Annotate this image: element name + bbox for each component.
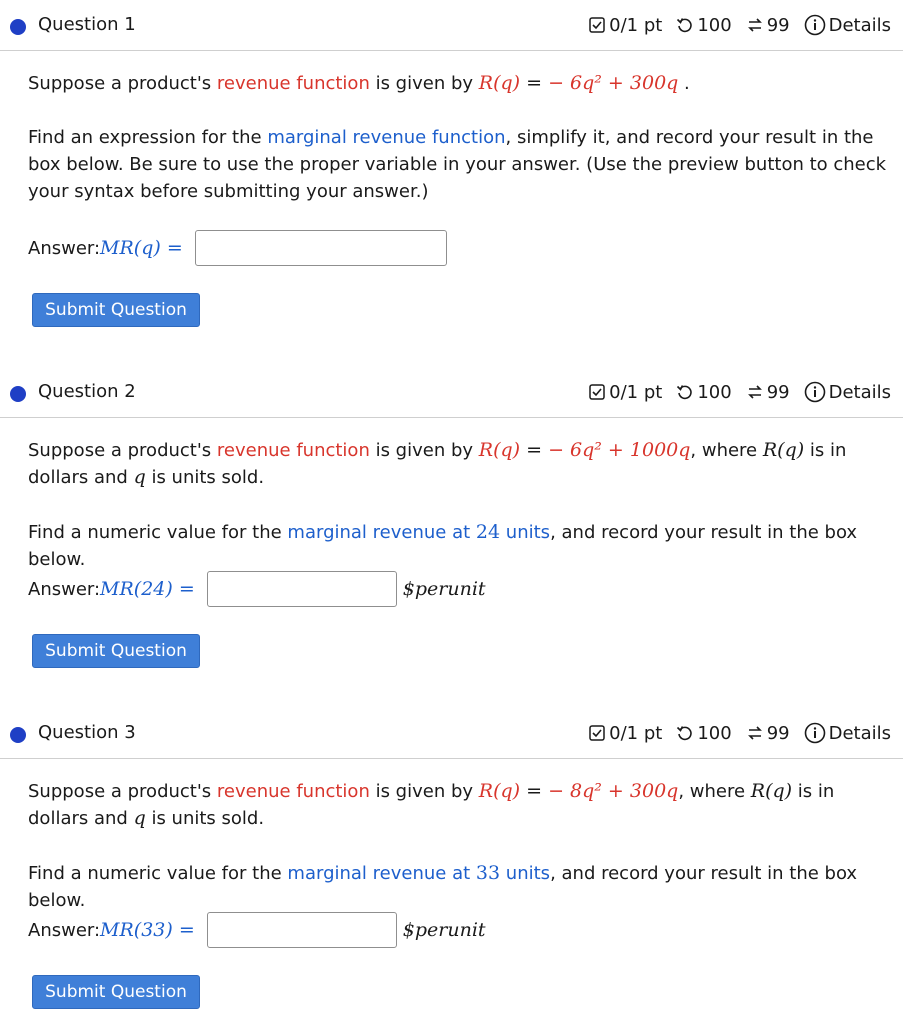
retry-icon: [676, 16, 694, 34]
details-link[interactable]: [804, 381, 891, 403]
attempts: [746, 723, 790, 744]
info-icon: [804, 381, 826, 403]
attempts-text: 99: [766, 381, 790, 403]
intro-text: Suppose a product's: [28, 440, 217, 461]
answer-variable: MR(33): [100, 919, 173, 941]
question-meta: [588, 14, 891, 36]
question-title: Question 1: [38, 14, 136, 35]
revenue-function-text: revenue function: [216, 781, 370, 802]
q-variable: q: [133, 807, 146, 829]
instructions: [28, 519, 888, 573]
given-by-text: is given by: [369, 781, 479, 802]
retry-icon: [676, 383, 694, 401]
problem-statement: [28, 778, 888, 832]
answer-variable: MR(q): [100, 237, 161, 259]
score: [588, 382, 662, 403]
problem-statement: [28, 70, 888, 97]
units-word: units: [500, 863, 551, 884]
score: [588, 15, 662, 36]
question-status-dot: [10, 386, 26, 402]
answer-input[interactable]: [195, 230, 447, 266]
retries-text: 100: [697, 722, 732, 744]
info-icon: [804, 14, 826, 36]
unit-label: $perunit: [402, 578, 486, 600]
marginal-revenue-link: [287, 522, 550, 543]
find-prefix-text: Find a numeric value for the: [28, 522, 288, 543]
retries: [676, 15, 731, 36]
marginal-text: marginal revenue at: [287, 522, 476, 543]
q-variable: q: [133, 466, 146, 488]
submit-button[interactable]: Submit Question: [32, 975, 200, 1009]
function-lhs: R(q): [478, 72, 521, 94]
swap-arrows-icon: [746, 383, 764, 401]
question-title: Question 2: [38, 381, 136, 402]
r-of-q: R(q): [762, 439, 805, 461]
details-text: Details: [828, 722, 891, 744]
question-meta: [588, 381, 891, 403]
swap-arrows-icon: [746, 724, 764, 742]
question-meta: [588, 722, 891, 744]
units-word: units: [500, 522, 551, 543]
question-header: [0, 708, 903, 759]
info-icon: [804, 722, 826, 744]
checkbox-icon: [588, 383, 606, 401]
question-status-dot: [10, 19, 26, 35]
marginal-text: marginal revenue at: [287, 863, 476, 884]
answer-equals: =: [172, 919, 195, 941]
answer-row: [28, 912, 486, 948]
equals-sign: =: [520, 439, 549, 461]
retries-text: 100: [697, 381, 732, 403]
function-rhs: − 8q² + 300q: [548, 780, 679, 802]
function-lhs: R(q): [478, 439, 521, 461]
submit-button[interactable]: Submit Question: [32, 634, 200, 668]
attempts: [746, 382, 790, 403]
record-suffix-text: , and record your result in the box below.: [28, 863, 858, 911]
answer-label: Answer:: [28, 919, 101, 941]
period: .: [678, 73, 690, 94]
unit-label: $perunit: [402, 919, 486, 941]
retries-text: 100: [697, 14, 732, 36]
find-prefix-text: Find an expression for the: [28, 127, 268, 148]
is-in-text: is in dollars and: [28, 781, 835, 829]
score: [588, 723, 662, 744]
marginal-revenue-link: [287, 863, 550, 884]
equals-sign: =: [520, 72, 549, 94]
details-text: Details: [828, 381, 891, 403]
units-sold-text: is units sold.: [145, 467, 265, 488]
retries: [676, 723, 731, 744]
answer-equals: =: [172, 578, 195, 600]
answer-row: [28, 230, 447, 266]
attempts-text: 99: [766, 722, 790, 744]
given-by-text: is given by: [369, 73, 479, 94]
answer-label: Answer:: [28, 578, 101, 600]
submit-button[interactable]: Submit Question: [32, 293, 200, 327]
intro-text: Suppose a product's: [28, 73, 217, 94]
question-header: [0, 367, 903, 418]
question-status-dot: [10, 727, 26, 743]
revenue-function-text: revenue function: [216, 440, 370, 461]
details-link[interactable]: [804, 14, 891, 36]
details-link[interactable]: [804, 722, 891, 744]
record-suffix-text: , and record your result in the box below.: [28, 522, 858, 570]
answer-equals: =: [160, 237, 183, 259]
answer-row: [28, 571, 486, 607]
instructions: [28, 860, 888, 914]
score-text: 0/1 pt: [609, 14, 663, 36]
retries: [676, 382, 731, 403]
answer-variable: MR(24): [100, 578, 173, 600]
r-of-q: R(q): [750, 780, 793, 802]
details-text: Details: [828, 14, 891, 36]
answer-input[interactable]: [207, 571, 397, 607]
checkbox-icon: [588, 16, 606, 34]
where-text: , where: [690, 440, 763, 461]
attempts-text: 99: [766, 14, 790, 36]
units-sold-text: is units sold.: [145, 808, 265, 829]
find-suffix-text: , simplify it, and record your result in the box below. Be sure to use the proper variable in your answer. (Use the preview button to check your syntax before submitting your answer.): [28, 127, 887, 202]
checkbox-icon: [588, 724, 606, 742]
function-rhs: − 6q² + 300q: [548, 72, 679, 94]
retry-icon: [676, 724, 694, 742]
is-in-text: is in dollars and: [28, 440, 847, 488]
function-lhs: R(q): [478, 780, 521, 802]
answer-label: Answer:: [28, 237, 101, 259]
score-text: 0/1 pt: [609, 381, 663, 403]
instructions: [28, 124, 888, 205]
equals-sign: =: [520, 780, 549, 802]
attempts: [746, 15, 790, 36]
units-number: 24: [475, 521, 501, 543]
units-number: 33: [475, 862, 501, 884]
revenue-function-text: revenue function: [216, 73, 370, 94]
swap-arrows-icon: [746, 16, 764, 34]
given-by-text: is given by: [369, 440, 479, 461]
find-prefix-text: Find a numeric value for the: [28, 863, 288, 884]
intro-text: Suppose a product's: [28, 781, 217, 802]
question-title: Question 3: [38, 722, 136, 743]
question-header: [0, 0, 903, 51]
answer-input[interactable]: [207, 912, 397, 948]
where-text: , where: [678, 781, 751, 802]
function-rhs: − 6q² + 1000q: [548, 439, 691, 461]
problem-statement: [28, 437, 888, 491]
marginal-revenue-link: marginal revenue function: [267, 127, 506, 148]
score-text: 0/1 pt: [609, 722, 663, 744]
